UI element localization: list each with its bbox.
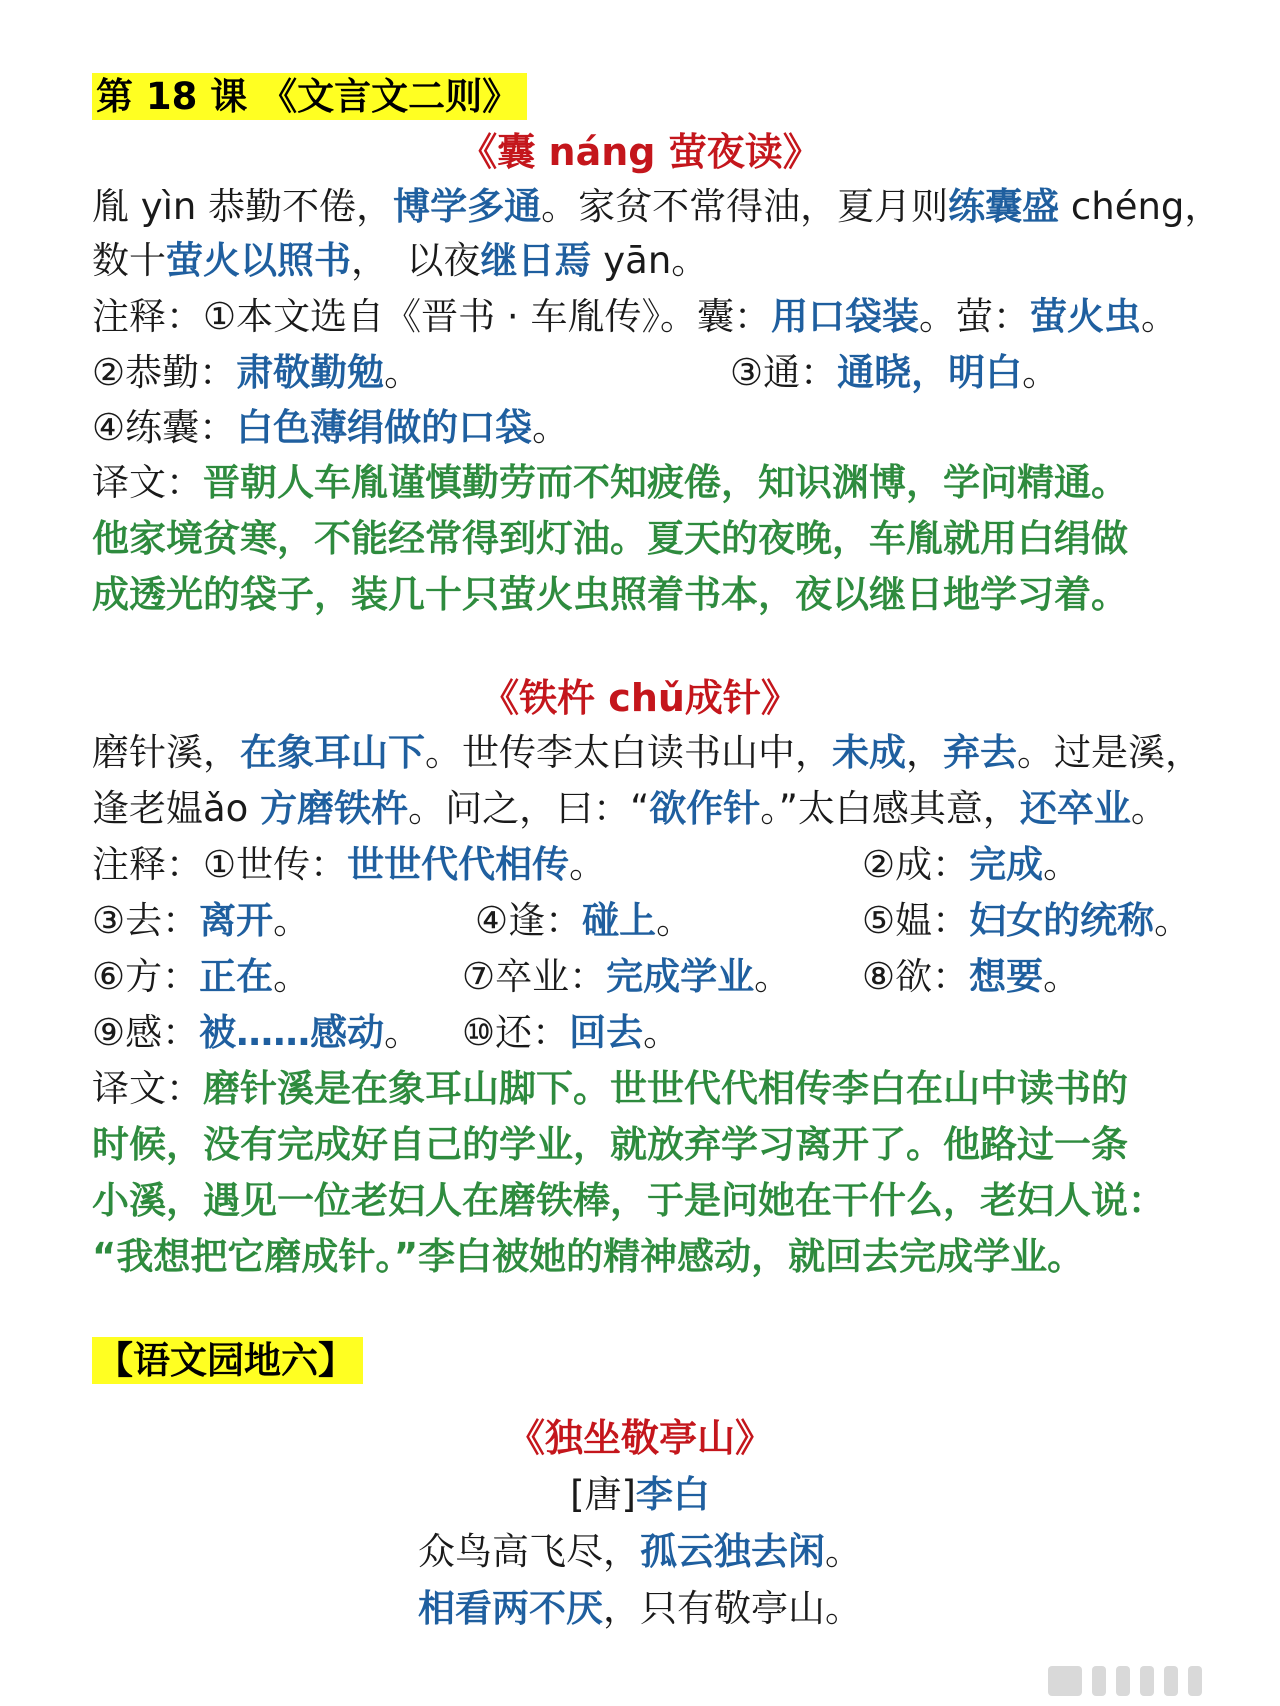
- note-term: ①本文选自《晋书 · 车胤传》。囊：: [203, 295, 771, 338]
- note-meaning: 世世代代相传: [347, 843, 570, 886]
- text-highlight-blue: 欲作针: [649, 787, 761, 830]
- note-meaning: 离开: [199, 899, 274, 942]
- story2-title: 《铁杵 chǔ成针》: [481, 676, 799, 720]
- text-plain: 。世传李太白读书山中，: [425, 731, 832, 774]
- story2-text-line-1: [92, 728, 1202, 778]
- note-meaning: 被……感动: [199, 1011, 385, 1054]
- story2-text-line-2: [92, 784, 1202, 834]
- text-plain: ， 以夜: [351, 239, 481, 282]
- story1-text-line-2: [92, 236, 1202, 286]
- text-highlight-blue: 练囊盛: [948, 185, 1060, 228]
- note-term: ⑧欲：: [862, 955, 970, 998]
- note-meaning: 通晓，明白: [837, 351, 1023, 394]
- story1-title-row: [0, 127, 1280, 178]
- text-highlight-blue: 在象耳山下: [240, 731, 425, 774]
- note-meaning: 妇女的统称: [969, 899, 1155, 942]
- note-term: ③去：: [92, 899, 200, 942]
- garden-header: 【语文园地六】: [92, 1337, 363, 1384]
- note-1: [92, 840, 606, 890]
- translation-text: “我想把它磨成针。”李白被她的精神感动，就回去完成学业。: [92, 1235, 1085, 1278]
- translation-label: 译文：: [92, 461, 203, 504]
- notes-label: 注释：: [92, 843, 203, 886]
- translation-text: 晋朝人车胤谨慎勤劳而不知疲倦，知识渊博，学问精通。: [203, 461, 1128, 504]
- text-plain: 磨针溪，: [92, 731, 240, 774]
- text-plain: 。: [643, 1011, 681, 1054]
- poem-title-row: [0, 1413, 1280, 1464]
- note-meaning: 完成学业: [606, 955, 755, 998]
- text-plain: 。: [273, 955, 311, 998]
- note-meaning: 肃敬勤勉: [236, 351, 385, 394]
- translation-text: 他家境贫寒，不能经常得到灯油。夏天的夜晚，车胤就用白绢做: [92, 517, 1128, 560]
- text-plain: 数十: [92, 239, 166, 282]
- text-plain: 。: [754, 955, 792, 998]
- story2-title-row: [0, 673, 1280, 724]
- text-plain: 。: [1022, 351, 1060, 394]
- text-plain: 。: [656, 899, 694, 942]
- lesson-header: 第 18 课 《文言文二则》: [92, 73, 527, 120]
- note-term: ⑤媪：: [862, 899, 970, 942]
- poem-dynasty: [唐]: [570, 1473, 636, 1516]
- text-highlight-blue: 相看两不厌: [418, 1587, 603, 1630]
- note-meaning: 想要: [969, 955, 1044, 998]
- text-plain: 。: [825, 1530, 862, 1573]
- text-plain: 。萤：: [918, 295, 1030, 338]
- poem-line-1: [0, 1527, 1280, 1577]
- story1-note-line-3: [92, 403, 1202, 453]
- text-plain: 。”太白感其意，: [760, 787, 1020, 830]
- note-9: [92, 1008, 421, 1058]
- text-highlight-blue: 方磨铁杵: [260, 787, 409, 830]
- poem-title: 《独坐敬亭山》: [506, 1416, 773, 1460]
- note-term: ④练囊：: [92, 406, 237, 449]
- text-plain: 。问之，曰：“: [408, 787, 650, 830]
- note-term: ⑦卒业：: [462, 955, 607, 998]
- note-10: [462, 1008, 680, 1058]
- note-term: ①世传：: [203, 843, 348, 886]
- note-6: [92, 952, 310, 1002]
- poem-author: 李白: [635, 1473, 710, 1516]
- garden-header-row: [92, 1336, 1202, 1386]
- note-3: [730, 348, 1059, 398]
- text-highlight-blue: 未成: [832, 731, 906, 774]
- poem-line-2: [0, 1584, 1280, 1634]
- text-plain: yān。: [591, 239, 709, 282]
- story1-text-line-1: [92, 182, 1222, 232]
- text-plain: 。: [273, 899, 311, 942]
- text-plain: 。: [1043, 955, 1081, 998]
- translation-text: 成透光的袋子，装几十只萤火虫照着书本，夜以继日地学习着。: [92, 573, 1128, 616]
- text-plain: 。过是溪，: [1017, 731, 1202, 774]
- story2-translation-line-1: [92, 1064, 1202, 1114]
- text-plain: 。: [1154, 899, 1192, 942]
- note-meaning: 正在: [199, 955, 274, 998]
- note-meaning: 萤火虫: [1029, 295, 1141, 338]
- note-meaning: 回去: [569, 1011, 644, 1054]
- notes-label: 注释：: [92, 295, 203, 338]
- translation-label: 译文：: [92, 1067, 203, 1110]
- text-highlight-blue: 继日焉: [480, 239, 592, 282]
- text-plain: 。: [384, 351, 422, 394]
- text-plain: chéng，: [1059, 185, 1222, 228]
- translation-text: 时候，没有完成好自己的学业，就放弃学习离开了。他路过一条: [92, 1123, 1128, 1166]
- translation-text: 磨针溪是在象耳山脚下。世世代代相传李白在山中读书的: [203, 1067, 1128, 1110]
- note-7: [462, 952, 791, 1002]
- poem-author-row: [0, 1470, 1280, 1520]
- note-8: [862, 952, 1080, 1002]
- note-meaning: 用口袋装: [770, 295, 919, 338]
- note-meaning: 完成: [969, 843, 1044, 886]
- note-term: ③通：: [730, 351, 838, 394]
- note-term: ⑩还：: [462, 1011, 570, 1054]
- text-plain: 众鸟高飞尽，: [418, 1530, 640, 1573]
- story2-translation-line-4: [92, 1232, 1202, 1282]
- story2-translation-line-3: [92, 1176, 1202, 1226]
- text-plain: 。: [569, 843, 607, 886]
- text-plain: 。: [532, 406, 570, 449]
- text-plain: ，: [906, 731, 943, 774]
- text-plain: ，只有敬亭山。: [603, 1587, 862, 1630]
- text-plain: 。家贫不常得油，夏月则: [541, 185, 949, 228]
- translation-text: 小溪，遇见一位老妇人在磨铁棒，于是问她在干什么，老妇人说：: [92, 1179, 1165, 1222]
- text-plain: 。: [1140, 295, 1178, 338]
- note-4: [475, 896, 693, 946]
- note-term: ⑨感：: [92, 1011, 200, 1054]
- story1-title: 《囊 náng 萤夜读》: [459, 130, 821, 174]
- note-2: [862, 840, 1080, 890]
- note-term: ②恭勤：: [92, 351, 237, 394]
- note-term: ⑥方：: [92, 955, 200, 998]
- text-plain: 逢老媪ǎo: [92, 787, 261, 830]
- text-highlight-blue: 孤云独去闲: [640, 1530, 825, 1573]
- note-meaning: 白色薄绢做的口袋: [236, 406, 533, 449]
- story2-translation-line-2: [92, 1120, 1202, 1170]
- text-plain: 。: [384, 1011, 422, 1054]
- lesson-header-row: [92, 72, 1202, 122]
- story1-translation-line-2: [92, 514, 1202, 564]
- text-plain: 。: [1043, 843, 1081, 886]
- story1-translation-line-3: [92, 570, 1202, 620]
- text-highlight-blue: 弃去: [943, 731, 1017, 774]
- note-term: ②成：: [862, 843, 970, 886]
- text-highlight-blue: 还卒业: [1019, 787, 1131, 830]
- text-highlight-blue: 博学多通: [393, 185, 542, 228]
- story1-note-line-1: [92, 292, 1202, 342]
- note-term: ④逢：: [475, 899, 583, 942]
- note-2: [92, 348, 421, 398]
- note-5: [862, 896, 1191, 946]
- text-plain: 。: [1130, 787, 1168, 830]
- text-highlight-blue: 萤火以照书: [166, 239, 351, 282]
- note-meaning: 碰上: [582, 899, 657, 942]
- story1-translation-line-1: [92, 458, 1202, 508]
- note-3: [92, 896, 310, 946]
- text-plain: 胤 yìn 恭勤不倦，: [92, 185, 394, 228]
